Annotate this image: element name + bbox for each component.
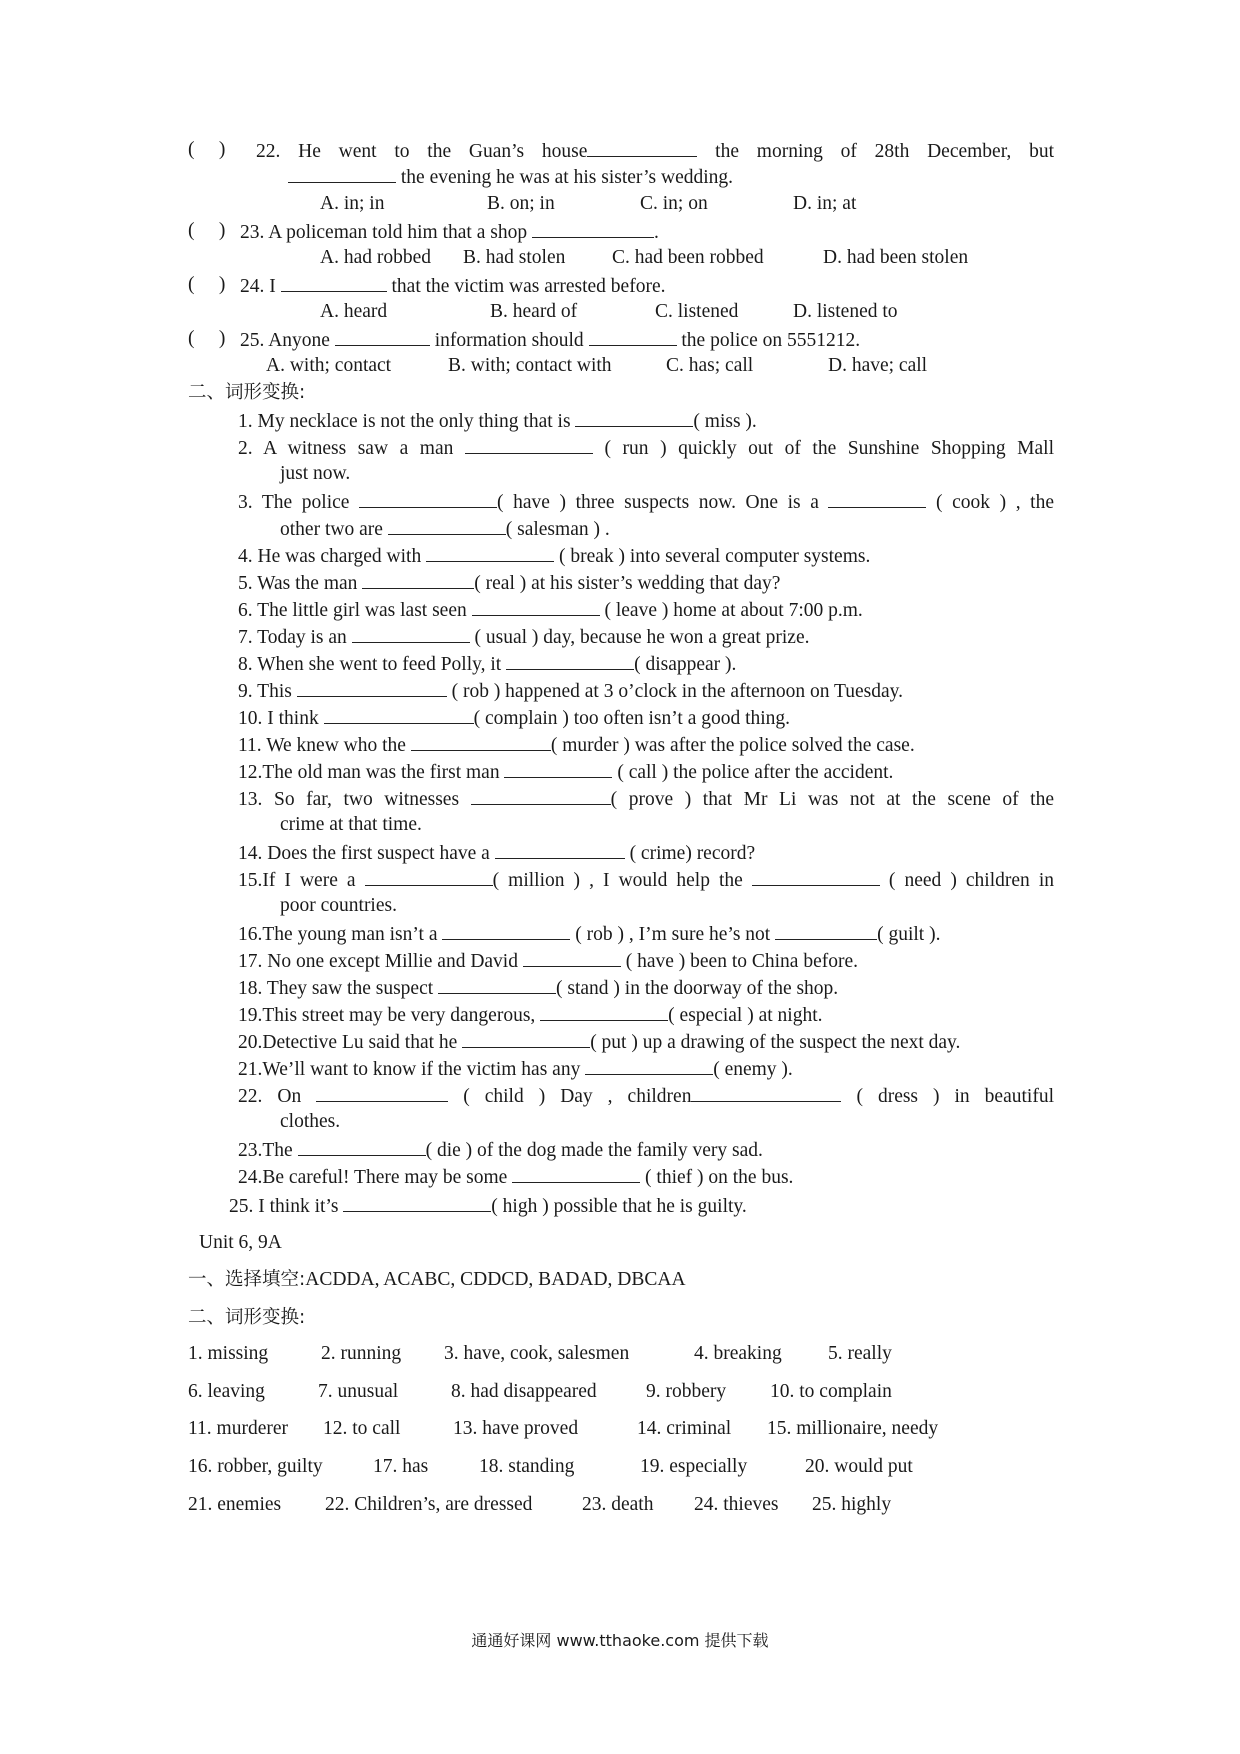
mcq-25-bracket: ( ) [188,328,226,349]
wf-item-19: 19.This street may be very dangerous, ( especial ) at night. [238,1001,823,1029]
answer-blank[interactable] [411,731,551,751]
answer-blank[interactable] [472,596,600,616]
mcq-22-option-b: B. on; in [487,193,555,214]
answer-blank[interactable] [426,542,554,562]
wf-item-4: 4. He was charged with ( break ) into several computer systems. [238,542,870,570]
wf-item-22: 22. On ( child ) Day , children ( dress ) in beautiful [238,1082,1054,1110]
mcq-25-option-b: B. with; contact with [448,355,612,376]
wf-item-24: 24.Be careful! There may be some ( thief ) on the bus. [238,1163,793,1191]
answer-key-section-1: 一、选择填空:ACDDA, ACABC, CDDCD, BADAD, DBCAA [188,1269,686,1290]
answer-item: 19. especially [640,1456,748,1477]
answer-blank[interactable] [352,623,470,643]
wf-item-21: 21.We’ll want to know if the victim has any ( enemy ). [238,1055,793,1083]
answer-blank[interactable] [828,488,926,508]
wf-item-1: 1. My necklace is not the only thing that is ( miss ). [238,407,757,435]
mcq-24-option-b: B. heard of [490,301,578,322]
page-footer: 通通好课网 www.tthaoke.com 提供下载 [471,1631,769,1650]
answer-item: 22. Children’s, are dressed [325,1494,533,1515]
answer-blank[interactable] [343,1192,491,1212]
answer-item: 10. to complain [770,1381,892,1402]
answer-item: 21. enemies [188,1494,282,1515]
mcq-25-option-d: D. have; call [828,355,928,376]
answer-item: 15. millionaire, needy [767,1418,939,1439]
answer-item: 25. highly [812,1494,892,1515]
mcq-23-question: 23. A policeman told him that a shop . [240,218,659,246]
answer-item: 13. have proved [453,1418,579,1439]
wf-item-14: 14. Does the first suspect have a ( crime) record? [238,839,755,867]
answer-blank[interactable] [752,866,880,886]
answer-blank[interactable] [589,326,677,346]
wf-item-15: 15.If I were a ( million ) , I would help the ( need ) children in [238,866,1054,894]
mcq-22-line1: 22. He went to the Guan’s house the morning of 28th December, but [256,137,1054,165]
answer-item: 18. standing [479,1456,575,1477]
wf-item-7: 7. Today is an ( usual ) day, because he won a great prize. [238,623,810,651]
answer-blank[interactable] [388,515,506,535]
answer-blank[interactable] [324,704,474,724]
answer-item: 16. robber, guilty [188,1456,323,1477]
mcq-24-option-c: C. listened [655,301,739,322]
answer-item: 5. really [828,1343,892,1364]
mcq-23-option-c: C. had been robbed [612,247,764,268]
mcq-24-bracket: ( ) [188,274,226,295]
answer-item: 3. have, cook, salesmen [444,1343,630,1364]
answer-blank[interactable] [575,407,693,427]
mcq-24-option-d: D. listened to [793,301,898,322]
wf-item-16: 16.The young man isn’t a ( rob ) , I’m sure he’s not ( guilt ). [238,920,940,948]
answer-item: 4. breaking [694,1343,782,1364]
wf-item-6: 6. The little girl was last seen ( leave ) home at about 7:00 p.m. [238,596,863,624]
answer-blank[interactable] [506,650,634,670]
wf-item-3: 3. The police ( have ) three suspects now. One is a ( cook ) , the [238,488,1054,516]
answer-blank[interactable] [365,866,493,886]
answer-blank[interactable] [298,1136,426,1156]
answer-blank[interactable] [504,758,612,778]
answer-item: 14. criminal [637,1418,732,1439]
answer-blank[interactable] [465,434,593,454]
wf-item-20: 20.Detective Lu said that he ( put ) up a drawing of the suspect the next day. [238,1028,960,1056]
answer-blank[interactable] [691,1082,841,1102]
wf-item-3-cont: other two are ( salesman ) . [280,515,610,543]
answer-item: 24. thieves [694,1494,779,1515]
wf-item-2-cont: just now. [280,463,351,484]
wf-item-9: 9. This ( rob ) happened at 3 o’clock in the afternoon on Tuesday. [238,677,903,705]
mcq-22-option-d: D. in; at [793,193,857,214]
mcq-24-option-a: A. heard [320,301,388,322]
mcq-23-option-a: A. had robbed [320,247,432,268]
answer-blank[interactable] [316,1082,448,1102]
wf-item-15-cont: poor countries. [280,895,397,916]
wf-item-13-cont: crime at that time. [280,814,422,835]
answer-blank[interactable] [362,569,474,589]
mcq-25-option-a: A. with; contact [266,355,392,376]
mcq-25-option-c: C. has; call [666,355,754,376]
wf-item-10: 10. I think ( complain ) too often isn’t a good thing. [238,704,790,732]
wf-item-2: 2. A witness saw a man ( run ) quickly out of the Sunshine Shopping Mall [238,434,1054,462]
mcq-22-line2: the evening he was at his sister’s wedding. [288,163,733,191]
answer-blank[interactable] [523,947,621,967]
wf-item-25: 25. I think it’s ( high ) possible that he is guilty. [229,1192,747,1220]
answer-item: 2. running [321,1343,402,1364]
mcq-22-option-a: A. in; in [320,193,385,214]
wf-item-17: 17. No one except Millie and David ( have ) been to China before. [238,947,858,975]
answer-item: 20. would put [805,1456,913,1477]
mcq-23-option-d: D. had been stolen [823,247,969,268]
wf-item-18: 18. They saw the suspect ( stand ) in the doorway of the shop. [238,974,838,1002]
answer-item: 11. murderer [188,1418,288,1439]
answer-blank[interactable] [335,326,430,346]
answer-blank[interactable] [281,272,387,292]
answer-item: 8. had disappeared [451,1381,597,1402]
answer-blank[interactable] [587,137,697,157]
answer-blank[interactable] [540,1001,668,1021]
answer-blank[interactable] [442,920,570,940]
answer-item: 12. to call [323,1418,401,1439]
answer-blank[interactable] [462,1028,590,1048]
wf-item-22-cont: clothes. [280,1111,341,1132]
mcq-23-bracket: ( ) [188,220,226,241]
answer-item: 17. has [373,1456,429,1477]
answer-key-unit: Unit 6, 9A [199,1232,282,1253]
mcq-25-question: 25. Anyone information should the police on 5551212. [240,326,860,354]
answer-blank[interactable] [532,218,654,238]
answer-blank[interactable] [512,1163,640,1183]
section-2-title: 二、词形变换: [188,382,306,403]
wf-item-8: 8. When she went to feed Polly, it ( disappear ). [238,650,736,678]
answer-item: 7. unusual [318,1381,399,1402]
answer-blank[interactable] [775,920,877,940]
answer-item: 6. leaving [188,1381,265,1402]
answer-blank[interactable] [495,839,625,859]
wf-item-13: 13. So far, two witnesses ( prove ) that Mr Li was not at the scene of the [238,785,1054,813]
wf-item-5: 5. Was the man ( real ) at his sister’s wedding that day? [238,569,780,597]
answer-key-section-2-title: 二、词形变换: [188,1307,306,1328]
mcq-24-question: 24. I that the victim was arrested before. [240,272,665,300]
answer-blank[interactable] [471,785,611,805]
answer-item: 9. robbery [646,1381,727,1402]
answer-item: 23. death [582,1494,654,1515]
mcq-22-option-c: C. in; on [640,193,708,214]
wf-item-23: 23.The ( die ) of the dog made the family very sad. [238,1136,763,1164]
answer-blank[interactable] [297,677,447,697]
mcq-23-option-b: B. had stolen [463,247,566,268]
wf-item-11: 11. We knew who the ( murder ) was after the police solved the case. [238,731,915,759]
answer-blank[interactable] [585,1055,713,1075]
answer-blank[interactable] [288,163,396,183]
mcq-22-bracket: ( ) [188,139,226,160]
answer-blank[interactable] [359,488,497,508]
answer-blank[interactable] [438,974,556,994]
wf-item-12: 12.The old man was the first man ( call ) the police after the accident. [238,758,893,786]
answer-item: 1. missing [188,1343,269,1364]
